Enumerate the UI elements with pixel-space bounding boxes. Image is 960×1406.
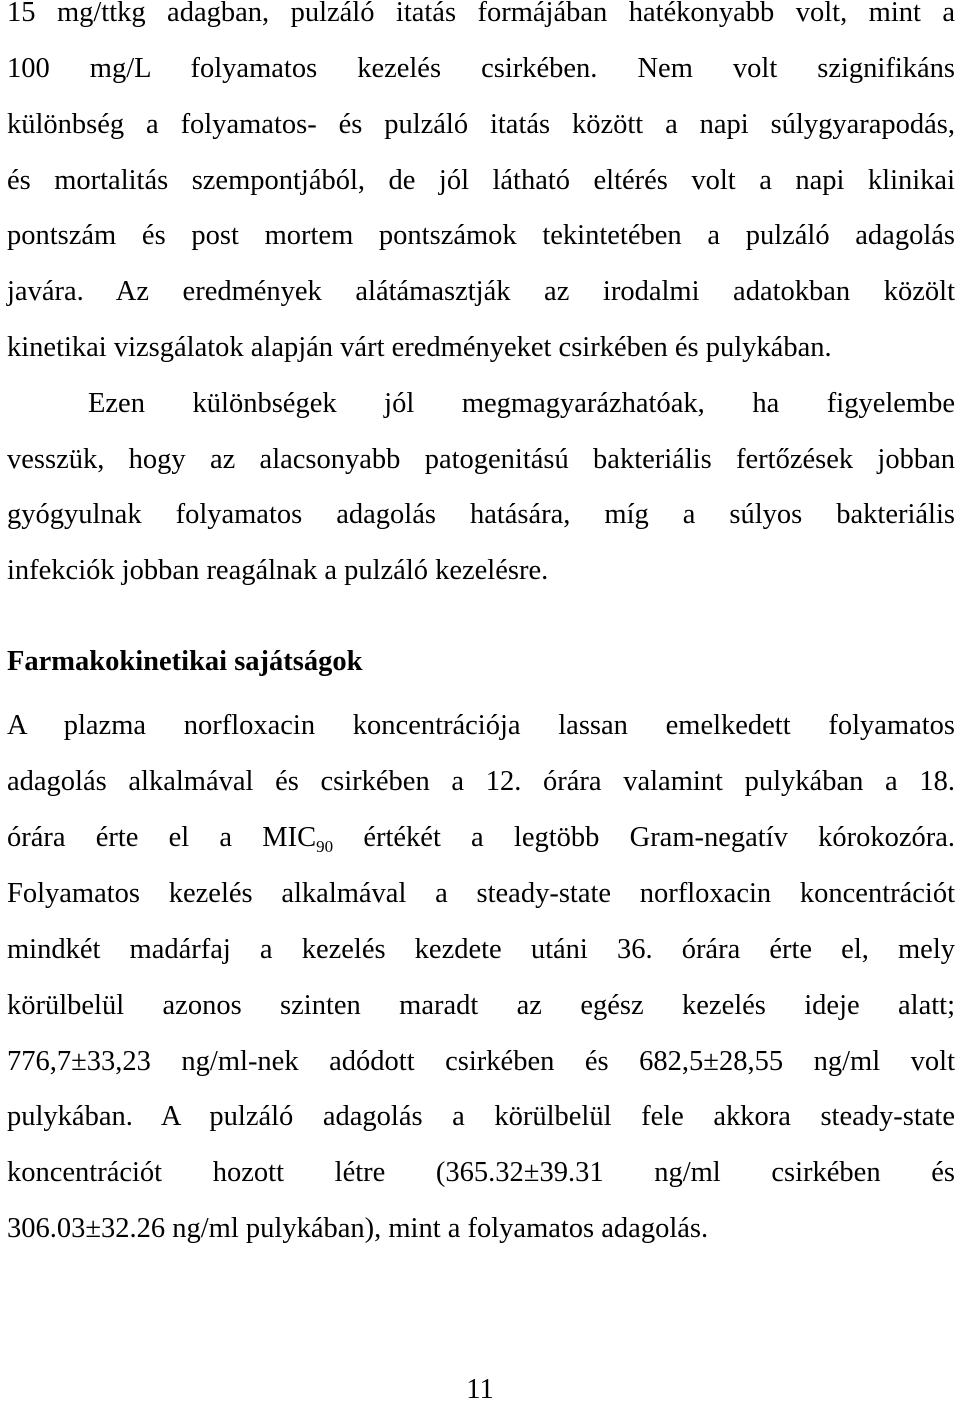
text-line: javára. Az eredmények alátámasztják az irodalmi adatokban közölt <box>7 276 955 307</box>
page-number: 11 <box>466 1374 494 1405</box>
text-line: kinetikai vizsgálatok alapján várt eredményeket csirkében és pulykában. <box>7 332 832 363</box>
text-line: különbség a folyamatos- és pulzáló itatás között a napi súlygyarapodás, <box>7 109 955 140</box>
text-line: körülbelül azonos szinten maradt az egész kezelés ideje alatt; <box>7 990 955 1021</box>
text-line: pontszám és post mortem pontszámok tekintetében a pulzáló adagolás <box>7 220 955 251</box>
mic-text-after: értékét a legtöbb Gram-negatív kórokozóra. <box>333 822 955 853</box>
text-line: adagolás alkalmával és csirkében a 12. órára valamint pulykában a 18. <box>7 766 955 797</box>
text-line: mindkét madárfaj a kezelés kezdete utáni 36. órára érte el, mely <box>7 934 955 965</box>
text-line: és mortalitás szempontjából, de jól látható eltérés volt a napi klinikai <box>7 165 955 196</box>
text-line: 100 mg/L folyamatos kezelés csirkében. Nem volt szignifikáns <box>7 53 955 84</box>
text-line: gyógyulnak folyamatos adagolás hatására, míg a súlyos bakteriális <box>7 499 955 530</box>
text-line: 15 mg/ttkg adagban, pulzáló itatás formájában hatékonyabb volt, mint a <box>7 0 955 28</box>
text-line: Ezen különbségek jól megmagyarázhatóak, ha figyelembe <box>88 388 955 419</box>
text-line: vesszük, hogy az alacsonyabb patogenitású bakteriális fertőzések jobban <box>7 444 955 475</box>
text-line: A plazma norfloxacin koncentrációja lassan emelkedett folyamatos <box>7 710 955 741</box>
text-line: pulykában. A pulzáló adagolás a körülbelül fele akkora steady-state <box>7 1101 955 1132</box>
section-heading: Farmakokinetikai sajátságok <box>7 646 363 677</box>
text-line: infekciók jobban reagálnak a pulzáló kezelésre. <box>7 555 549 586</box>
text-line-mic <box>7 822 955 854</box>
text-line: 776,7±33,23 ng/ml-nek adódott csirkében és 682,5±28,55 ng/ml volt <box>7 1046 955 1077</box>
text-line: 306.03±32.26 ng/ml pulykában), mint a folyamatos adagolás. <box>7 1213 709 1244</box>
text-line: koncentrációt hozott létre (365.32±39.31 ng/ml csirkében és <box>7 1157 955 1188</box>
mic-text-before: órára érte el a MIC <box>7 822 317 853</box>
mic-subscript: 90 <box>316 837 334 856</box>
text-line: Folyamatos kezelés alkalmával a steady-state norfloxacin koncentrációt <box>7 878 955 909</box>
